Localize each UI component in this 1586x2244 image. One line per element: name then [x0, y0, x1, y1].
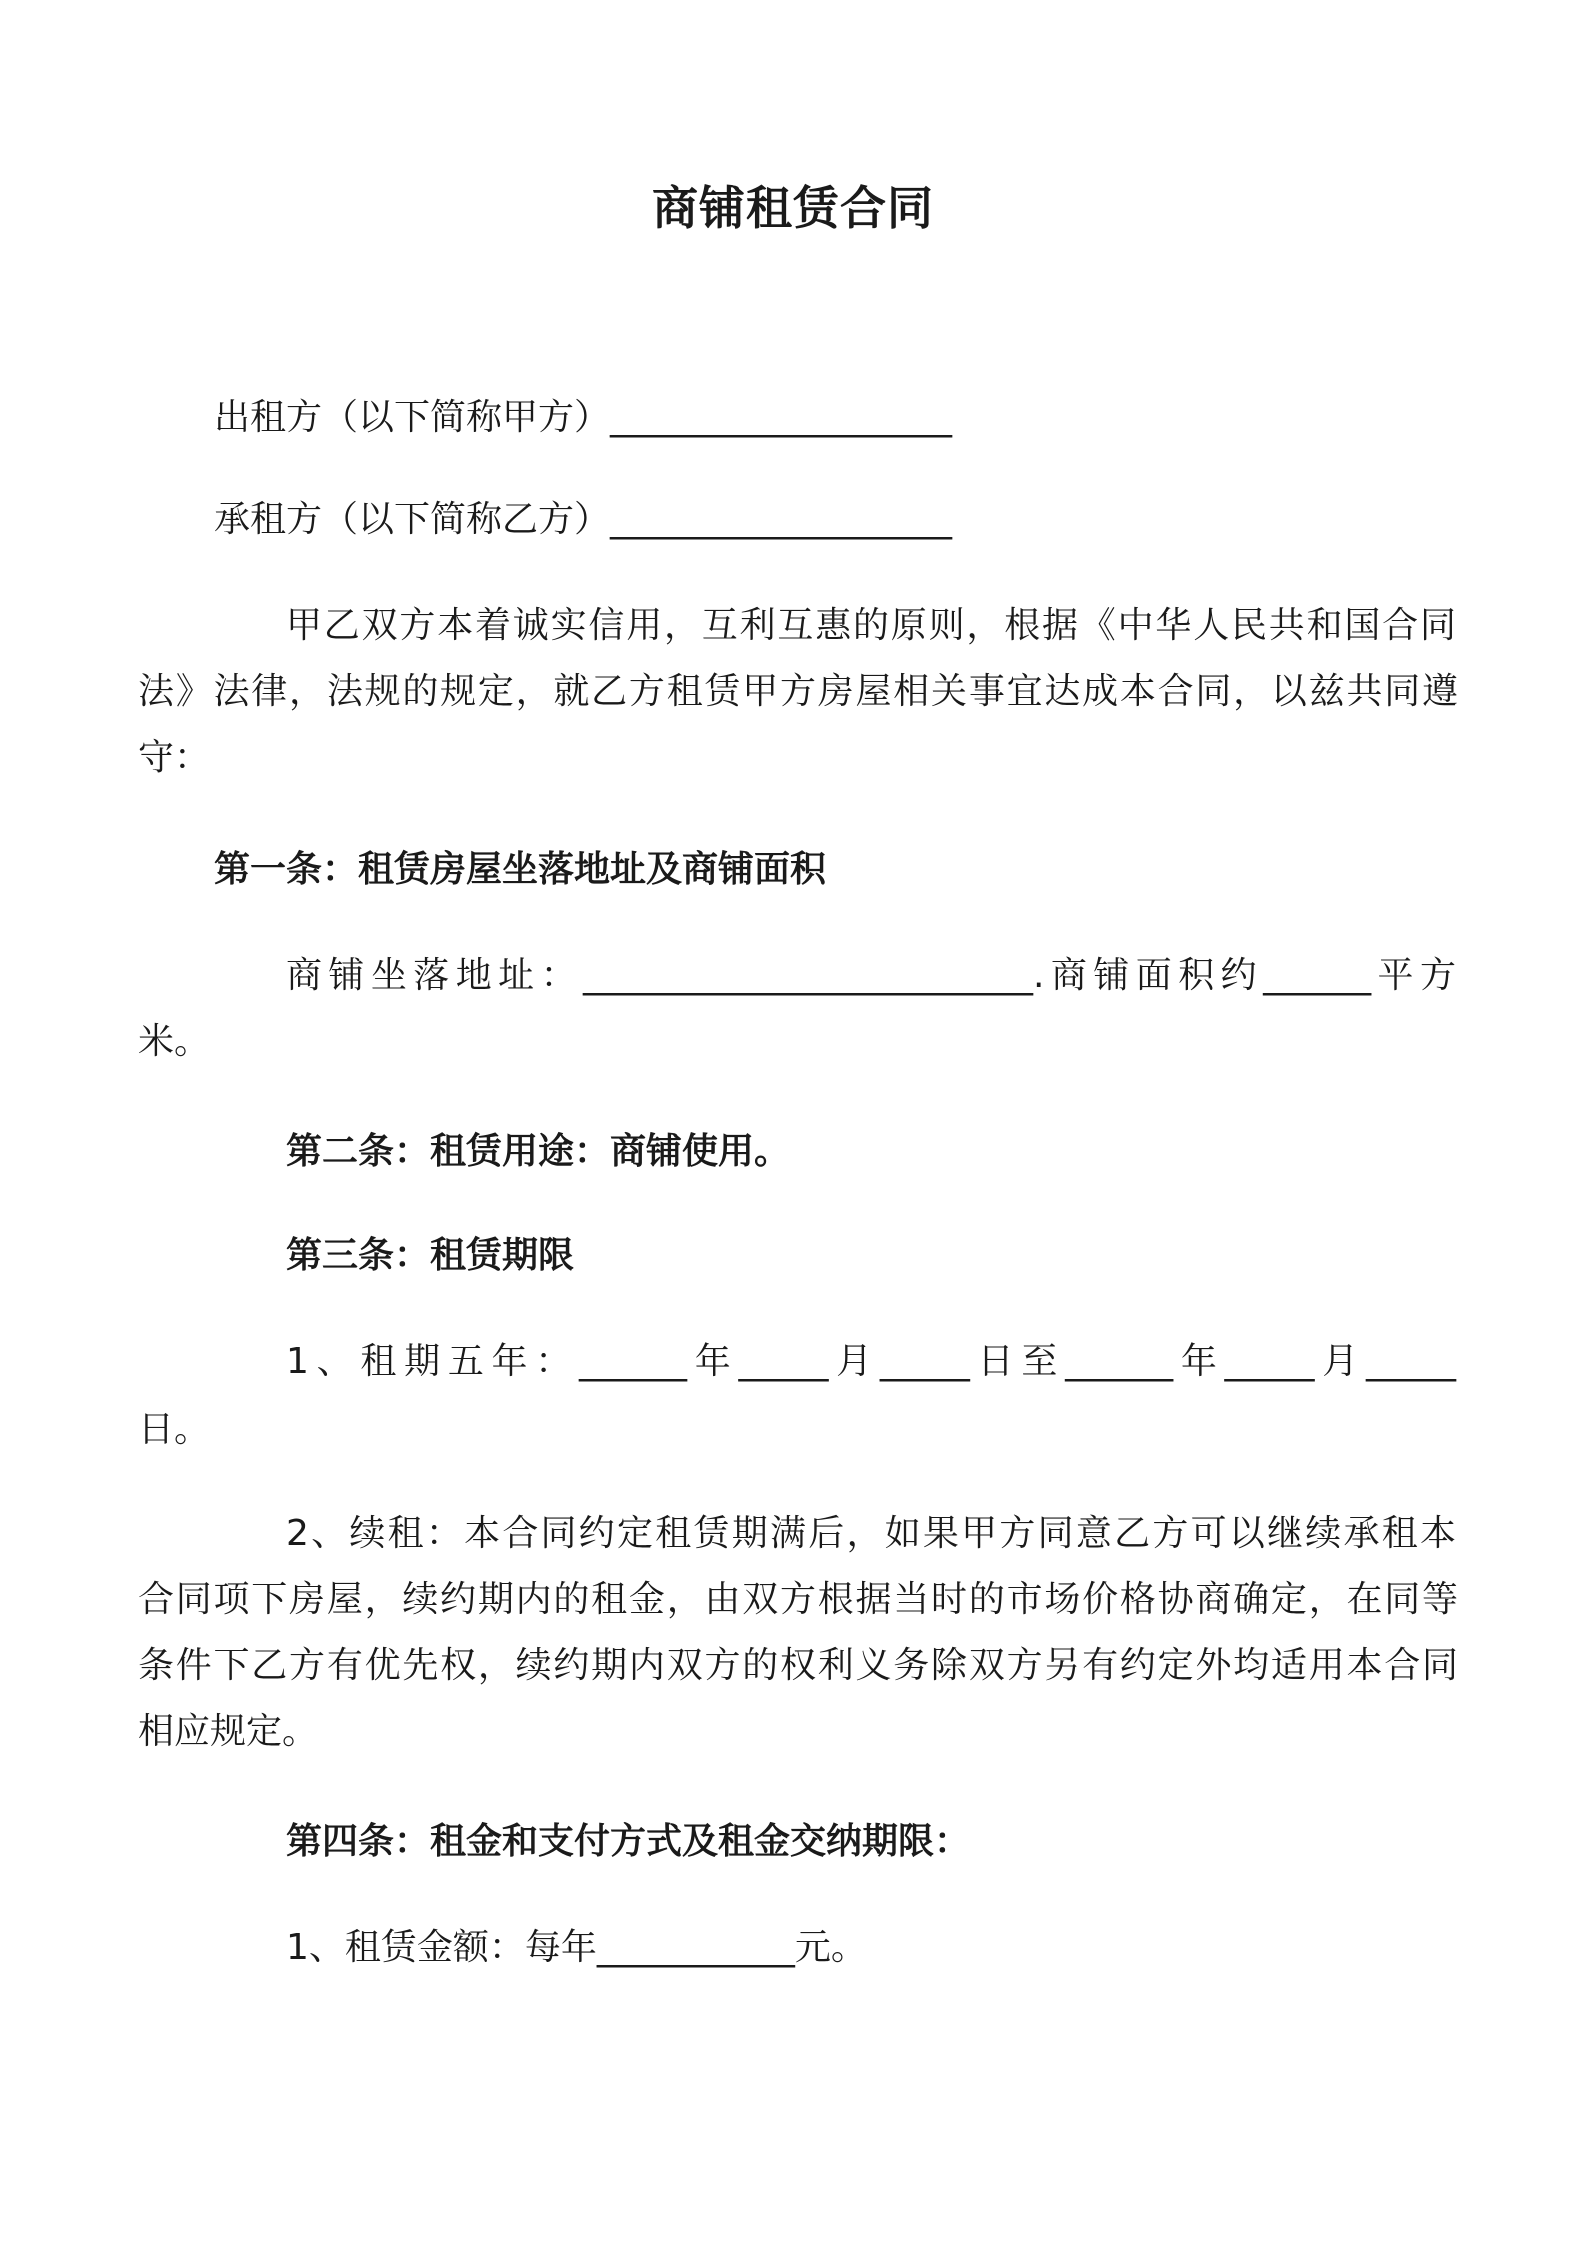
- article-3-item-1-line-2: 日。: [138, 1409, 211, 1450]
- article-1-line-2: 米。: [138, 1021, 211, 1062]
- article-4-heading: 第四条：租金和支付方式及租金交纳期限：: [286, 1821, 971, 1862]
- preamble-line-3: 守：: [138, 737, 211, 778]
- article-3-item-2-line-4: 相应规定。: [138, 1711, 319, 1752]
- preamble-line-1: 甲乙双方本着诚实信用，互利互惠的原则，根据《中华人民共和国合同: [286, 605, 1456, 646]
- party-b-line: 承租方（以下简称乙方）___________________: [214, 499, 953, 540]
- article-3-item-2-line-1: 2、续租：本合同约定租赁期满后，如果甲方同意乙方可以继续承租本: [286, 1513, 1456, 1554]
- article-1-heading: 第一条：租赁房屋坐落地址及商铺面积: [214, 849, 827, 890]
- article-3-item-2-line-3: 条件下乙方有优先权，续约期内双方的权利义务除双方另有约定外均适用本合同: [138, 1645, 1458, 1686]
- article-3-heading: 第三条：租赁期限: [286, 1235, 575, 1276]
- article-1-line-1: 商铺坐落地址：_________________________.商铺面积约______平方: [286, 955, 1456, 996]
- document-title: 商铺租赁合同: [652, 181, 934, 235]
- article-3-item-1-line-1: 1、租期五年：______年_____月_____日至______年_____月_____: [286, 1341, 1456, 1382]
- article-3-item-2-line-2: 合同项下房屋，续约期内的租金，由双方根据当时的市场价格协商确定，在同等: [138, 1579, 1458, 1620]
- article-2-heading: 第二条：租赁用途：商铺使用。: [286, 1131, 791, 1172]
- preamble-line-2: 法》法律，法规的规定，就乙方租赁甲方房屋相关事宜达成本合同，以兹共同遵: [138, 671, 1458, 712]
- party-a-line: 出租方（以下简称甲方）___________________: [214, 397, 953, 438]
- article-4-item-1: 1、租赁金额：每年___________元。: [286, 1927, 867, 1968]
